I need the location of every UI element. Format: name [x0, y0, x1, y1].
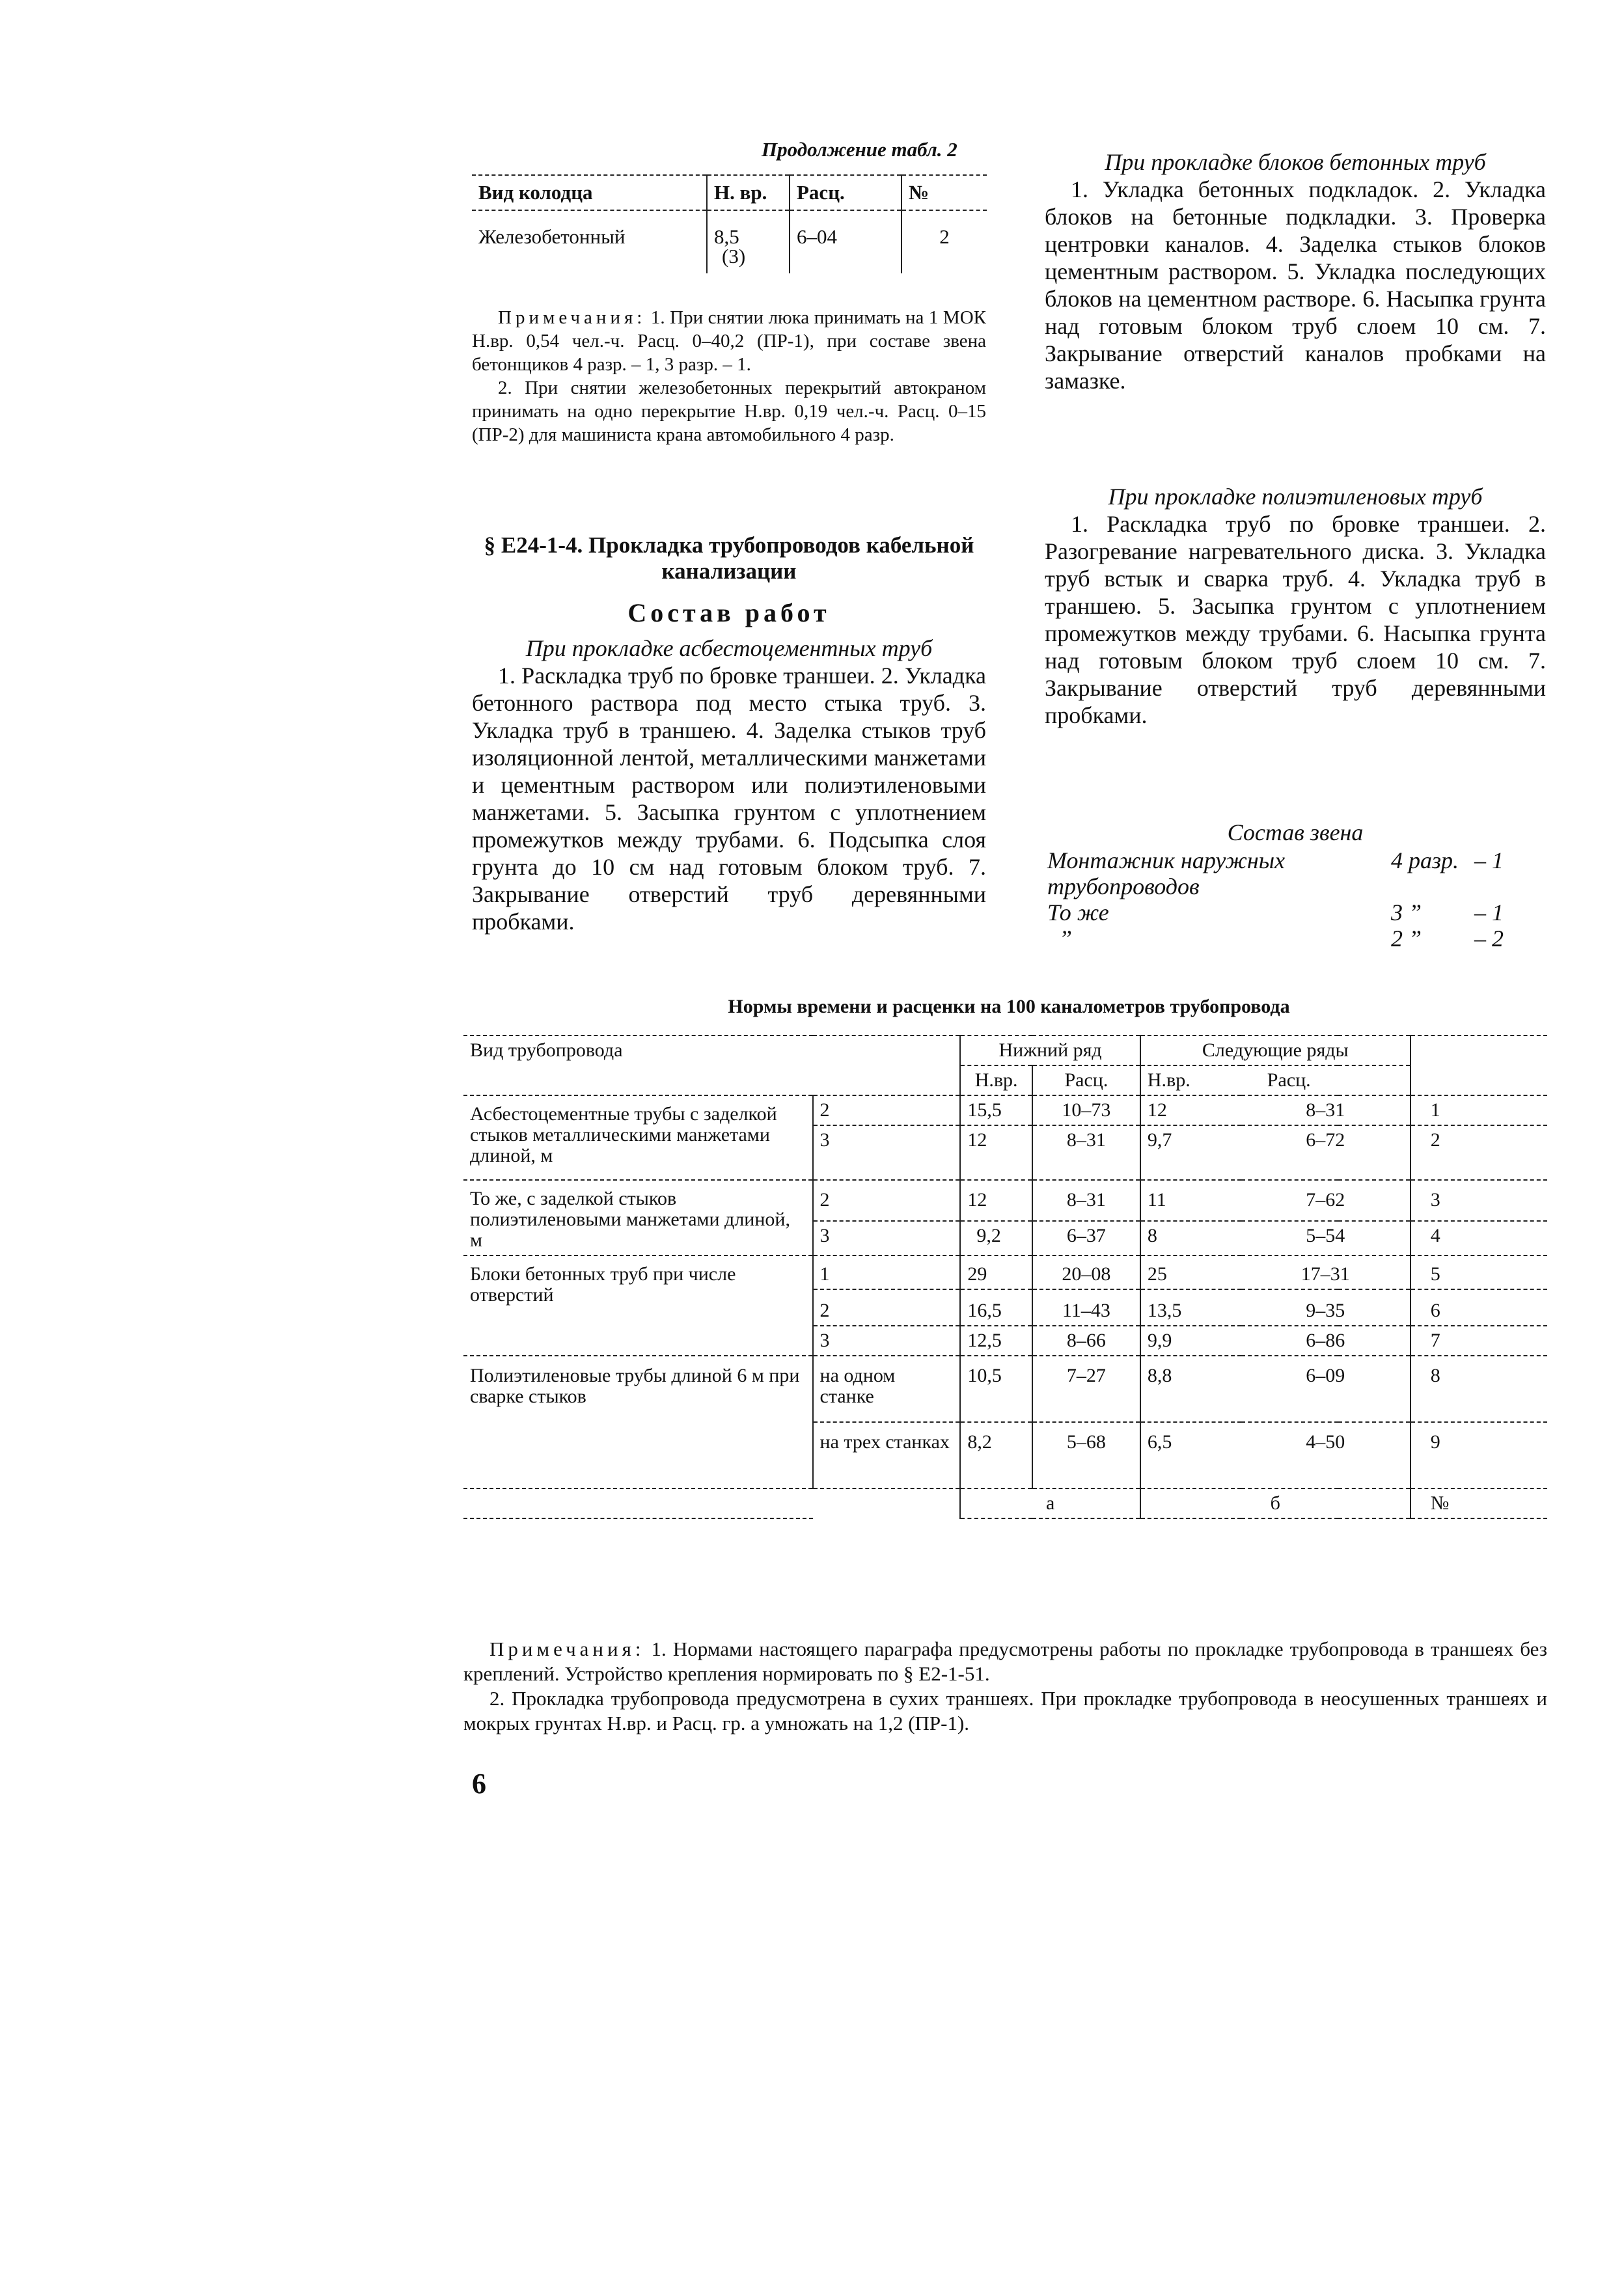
- cell-nvr-lower: 16,5: [960, 1289, 1032, 1326]
- cell-nvr-lower: 12,5: [960, 1326, 1032, 1356]
- left-column: [472, 635, 986, 935]
- cell-rasc-lower: 11–43: [1032, 1289, 1140, 1326]
- cell-number: 9: [1411, 1422, 1547, 1488]
- cell-number: 1: [1411, 1095, 1547, 1125]
- cell-rasc-next: 4–50: [1241, 1422, 1411, 1488]
- well-type-table: [472, 174, 987, 273]
- crew-name: трубопроводов: [1047, 873, 1200, 899]
- row-nvr-value: 8,5: [714, 225, 739, 248]
- crew-qty: – 1: [1474, 899, 1504, 925]
- header-nvr: Н. вр.: [707, 175, 790, 210]
- notes-top-label: Примечания:: [498, 307, 646, 328]
- crew-row: [1045, 847, 1529, 873]
- cell-nvr-lower: 12: [960, 1125, 1032, 1180]
- cell-nvr-next: 12: [1140, 1095, 1241, 1125]
- cell-number: 7: [1411, 1326, 1547, 1356]
- right-column-polyethylene: [1045, 483, 1546, 729]
- polyethylene-text: 1. Раскладка труб по бровке траншеи. 2. Разогревание нагревательного диска. 3. Укладка труб встык и сварка труб. 4. Укладка труб в траншею. 5. Засыпка грунтом с уплотнением промежутков между трубами. 6. Насыпка грунта над готовым блоком труб слоем 10 см. 7. Закрывание отверстий труб деревянными пробками.: [1045, 511, 1546, 728]
- right-column-concrete: [1045, 148, 1546, 394]
- notes-top-p2: 2. При снятии железобетонных перекрытий автокраном принимать на одно перекрытие Н.вр. 0,19 чел.-ч. Расц. 0–15 (ПР-2) для машиниста крана автомобильного 4 разр.: [472, 377, 986, 445]
- cell-rasc-next: 9–35: [1241, 1289, 1411, 1326]
- crew-row: [1045, 925, 1529, 952]
- concrete-heading: При прокладке блоков бетонных труб: [1105, 149, 1486, 175]
- page-number: 6: [472, 1768, 486, 1800]
- cell-param: 3: [813, 1221, 961, 1255]
- header-rasc: Расц.: [790, 175, 901, 210]
- cell-rasc-lower: 8–31: [1032, 1125, 1140, 1180]
- cell-nvr-next: 25: [1140, 1255, 1241, 1289]
- polyethylene-heading: При прокладке полиэтиленовых труб: [1108, 484, 1483, 510]
- crew-table: [1045, 847, 1529, 952]
- concrete-text: 1. Укладка бетонных подкладок. 2. Укладка блоков на бетонные подкладки. 3. Проверка центровки каналов. 4. Заделка стыков блоков цементным раствором. 5. Укладка последующих блоков на цементном растворе. 6. Насыпка грунта над готовым блоком труб слоем 10 см. 7. Закрывание отверстий каналов пробками на замазке.: [1045, 176, 1546, 394]
- crew-name: То же: [1047, 899, 1109, 925]
- cell-rasc-lower: 8–31: [1032, 1180, 1140, 1221]
- cell-number: 3: [1411, 1180, 1547, 1221]
- row-well-name: Железобетонный: [478, 225, 626, 248]
- footer-number: №: [1411, 1488, 1547, 1518]
- notes-top-p1-text: 1. При снятии люка принимать на 1 МОК Н.вр. 0,54 чел.-ч. Расц. 0–40,2 (ПР-1), при составе звена бетонщиков 4 разр. – 1, 3 разр. – 1.: [472, 307, 986, 375]
- cell-nvr-next: 9,7: [1140, 1125, 1241, 1180]
- cell-rasc-lower: 7–27: [1032, 1356, 1140, 1422]
- footer-empty: [813, 1488, 961, 1518]
- asbestos-text: 1. Раскладка труб по бровке траншеи. 2. Укладка бетонного раствора под место стыка труб. 3. Укладка труб в траншею. 4. Заделка стыков труб изоляционной лентой, металлическими манжетами и цементным раствором или полиэтиленовыми манжетами. 5. Засыпка грунтом с уплотнением промежутков между трубами. 6. Подсыпка слоя грунта до 10 см над готовым блоком труб. 7. Закрывание отверстий труб деревянными пробками.: [472, 663, 986, 935]
- cell-rasc-next: 6–86: [1241, 1326, 1411, 1356]
- cell-nvr-next: 11: [1140, 1180, 1241, 1221]
- group-asbestos-poly: То же, с заделкой стыков полиэтиленовыми манжетами длиной, м: [463, 1180, 813, 1255]
- cell-nvr-lower: 9,2: [960, 1221, 1032, 1255]
- crew-qty: – 2: [1474, 925, 1504, 952]
- crew-heading: Состав звена: [1227, 819, 1364, 845]
- crew-qty: – 1: [1474, 847, 1504, 873]
- cell-rasc-lower: 6–37: [1032, 1221, 1140, 1255]
- notes-bottom-p2: 2. Прокладка трубопровода предусмотрена в сухих траншеях. При прокладке трубопровода в неосушенных траншеях и мокрых грунтах Н.вр. и Расц. гр. а умножать на 1,2 (ПР-1).: [463, 1687, 1547, 1734]
- cell-param: 3: [813, 1125, 961, 1180]
- cell-number: 6: [1411, 1289, 1547, 1326]
- header-nvr-lower: Н.вр.: [960, 1065, 1032, 1095]
- cell-param: на одном станке: [813, 1356, 961, 1422]
- cell-rasc-next: 5–54: [1241, 1221, 1411, 1255]
- cell-number: 8: [1411, 1356, 1547, 1422]
- cell-rasc-next: 6–72: [1241, 1125, 1411, 1180]
- group-polyethylene: Полиэтиленовые трубы длиной 6 м при сварке стыков: [463, 1356, 813, 1488]
- cell-rasc-next: 17–31: [1241, 1255, 1411, 1289]
- cell-rasc-next: 7–62: [1241, 1180, 1411, 1221]
- cell-nvr-lower: 10,5: [960, 1356, 1032, 1422]
- cell-number: 2: [1411, 1125, 1547, 1180]
- header-pipeline-type: Вид трубопровода: [463, 1035, 960, 1095]
- cell-nvr-lower: 12: [960, 1180, 1032, 1221]
- crew-grade: 2 ”: [1391, 925, 1422, 952]
- cell-number: 4: [1411, 1221, 1547, 1255]
- table-continuation-caption: Продолжение табл. 2: [762, 138, 957, 161]
- cell-rasc-next: 8–31: [1241, 1095, 1411, 1125]
- crew-grade: 3 ”: [1391, 899, 1422, 925]
- notes-bottom-p1-text: 1. Нормами настоящего параграфа предусмотрены работы по прокладке трубопровода в траншеях без креплений. Устройство крепления нормировать по § Е2-1-51.: [463, 1638, 1547, 1685]
- cell-number: 5: [1411, 1255, 1547, 1289]
- cell-nvr-next: 9,9: [1140, 1326, 1241, 1356]
- crew-grade: 4 разр.: [1391, 847, 1459, 873]
- notes-bottom: [463, 1637, 1547, 1736]
- cell-rasc-lower: 20–08: [1032, 1255, 1140, 1289]
- header-lower-row: Нижний ряд: [960, 1035, 1140, 1065]
- header-nvr-next: Н.вр.: [1140, 1065, 1241, 1095]
- cell-nvr-lower: 8,2: [960, 1422, 1032, 1488]
- row-nvr-sub: (3): [722, 245, 746, 267]
- cell-nvr-lower: 29: [960, 1255, 1032, 1289]
- footer-group-a: а: [960, 1488, 1140, 1518]
- cell-param: 1: [813, 1255, 961, 1289]
- header-rasc-next: Расц.: [1241, 1065, 1411, 1095]
- cell-param: 3: [813, 1326, 961, 1356]
- footer-group-b: б: [1140, 1488, 1411, 1518]
- notes-top-p1: [472, 306, 986, 376]
- header-empty: [1411, 1035, 1547, 1095]
- cell-param: 2: [813, 1095, 961, 1125]
- group-concrete-blocks: Блоки бетонных труб при числе отверстий: [463, 1255, 813, 1356]
- cell-nvr-next: 6,5: [1140, 1422, 1241, 1488]
- notes-bottom-p1: [463, 1637, 1547, 1686]
- cell-param: на трех станках: [813, 1422, 961, 1488]
- notes-top: [472, 306, 986, 446]
- cell-rasc-next: 6–09: [1241, 1356, 1411, 1422]
- cell-nvr-next: 8: [1140, 1221, 1241, 1255]
- header-well-type: Вид колодца: [478, 181, 593, 204]
- work-composition-heading: Состав работ: [627, 598, 831, 627]
- cell-rasc-lower: 8–66: [1032, 1326, 1140, 1356]
- cell-param: 2: [813, 1289, 961, 1326]
- norms-table: [463, 1035, 1547, 1519]
- asbestos-heading: При прокладке асбестоцементных труб: [525, 635, 933, 661]
- norms-table-caption: Нормы времени и расценки на 100 каналометров трубопровода: [728, 996, 1290, 1017]
- cell-rasc-lower: 10–73: [1032, 1095, 1140, 1125]
- crew-row: [1045, 873, 1529, 899]
- crew-name: ”: [1047, 925, 1073, 952]
- notes-bottom-label: Примечания:: [489, 1638, 645, 1660]
- group-asbestos-metal: Асбестоцементные трубы с заделкой стыков металлическими манжетами длиной, м: [463, 1095, 813, 1180]
- cell-nvr-lower: 15,5: [960, 1095, 1032, 1125]
- row-number: 2: [901, 210, 987, 273]
- header-number: №: [901, 175, 987, 210]
- crew-grade: [1388, 873, 1472, 899]
- footer-empty: [463, 1488, 813, 1518]
- cell-nvr-next: 13,5: [1140, 1289, 1241, 1326]
- section-title: § Е24-1-4. Прокладка трубопроводов кабельной канализации: [484, 532, 974, 584]
- crew-row: [1045, 899, 1529, 925]
- row-nvr: [707, 210, 790, 273]
- cell-nvr-next: 8,8: [1140, 1356, 1241, 1422]
- cell-rasc-lower: 5–68: [1032, 1422, 1140, 1488]
- crew-name: Монтажник наружных: [1047, 847, 1286, 873]
- cell-param: 2: [813, 1180, 961, 1221]
- header-next-rows: Следующие ряды: [1140, 1035, 1411, 1065]
- header-rasc-lower: Расц.: [1032, 1065, 1140, 1095]
- crew-qty: [1472, 873, 1529, 899]
- row-rasc: 6–04: [790, 210, 901, 273]
